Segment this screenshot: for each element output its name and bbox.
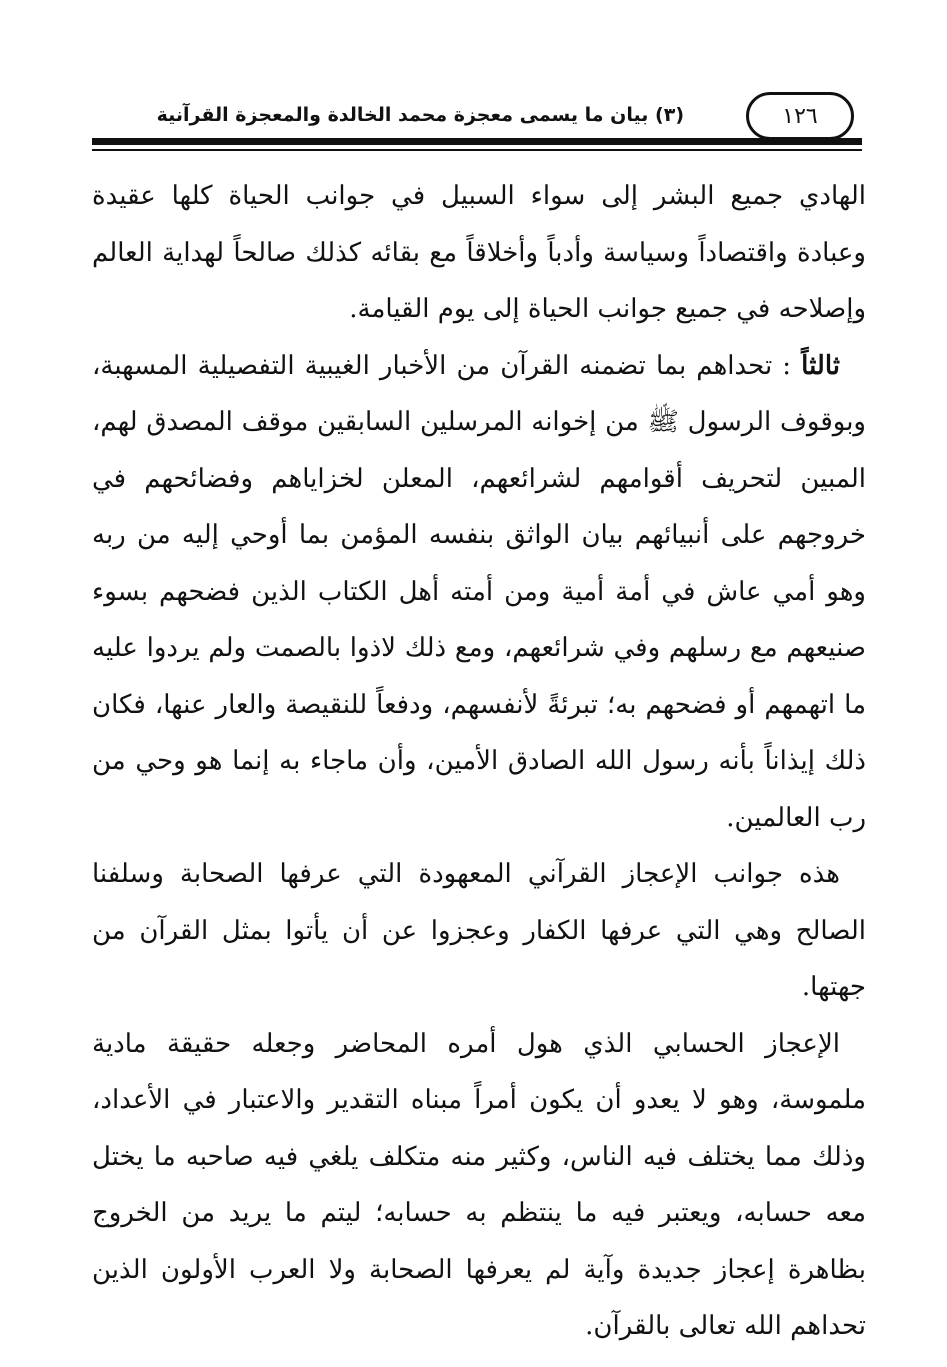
paragraph-2-lead: ثالثاً: [801, 350, 840, 381]
page-number: ١٢٦: [746, 92, 854, 140]
paragraph-3: هذه جوانب الإعجاز القرآني المعهودة التي عرفها الصحابة وسلفنا الصالح وهي التي عرفها الكفار وعجزوا عن أن يأتوا بمثل القرآن من جهتها.: [92, 859, 866, 1002]
paragraph-4: الإعجاز الحسابي الذي هول أمره المحاضر وجعله حقيقة مادية ملموسة، وهو لا يعدو أن يكون أمراً مبناه التقدير والاعتبار في الأعداد، وذلك مما يختلف فيه الناس، وكثير منه متكلف يلغي فيه صاحبه ما يختل معه حسابه، ويعتبر فيه ما ينتظم به حسابه؛ ليتم ما يريد من الخروج بظاهرة إعجاز جديدة وآية لم يعرفها الصحابة ولا العرب الأولون الذين تحداهم الله تعالى بالقرآن.: [92, 1028, 866, 1341]
paragraph-2-text: : تحداهم بما تضمنه القرآن من الأخبار الغيبية التفصيلية المسهبة، وبوقوف الرسول ﷺ من إخوانه المرسلين السابقين موقف المصدق لهم، المبين لتحريف أقوامهم لشرائعهم، المعلن لخزاياهم وفضائحهم في خروجهم على أنبيائهم بيان الواثق بنفسه المؤمن بما أوحي إليه من ربه وهو أمي عاش في أمة أمية ومن أمته أهل الكتاب الذين فضحهم بسوء صنيعهم مع رسلهم وفي شرائعهم، ومع ذلك لاذوا بالصمت ولم يردوا عليه ما اتهمهم أو فضحهم به؛ تبرئةً لأنفسهم، ودفعاً للنقيصة والعار عنها، فكان ذلك إيذاناً بأنه رسول الله الصادق الأمين، وأن ماجاء به إنما هو وحي من رب العالمين.: [92, 350, 866, 833]
header-rule-thin: [92, 149, 862, 151]
page-header: [92, 88, 862, 158]
running-title: (٣) بيان ما يسمى معجزة محمد الخالدة والمعجزة القرآنية: [156, 104, 684, 126]
header-rule-thick: [92, 138, 862, 145]
page-body: [92, 168, 866, 1355]
paragraph-1: الهادي جميع البشر إلى سواء السبيل في جوانب الحياة كلها عقيدة وعبادة واقتصاداً وسياسة وأدباً وأخلاقاً مع بقائه كذلك صالحاً لهداية العالم وإصلاحه في جميع جوانب الحياة إلى يوم القيامة.: [92, 181, 866, 324]
paragraph-2: [92, 338, 866, 847]
